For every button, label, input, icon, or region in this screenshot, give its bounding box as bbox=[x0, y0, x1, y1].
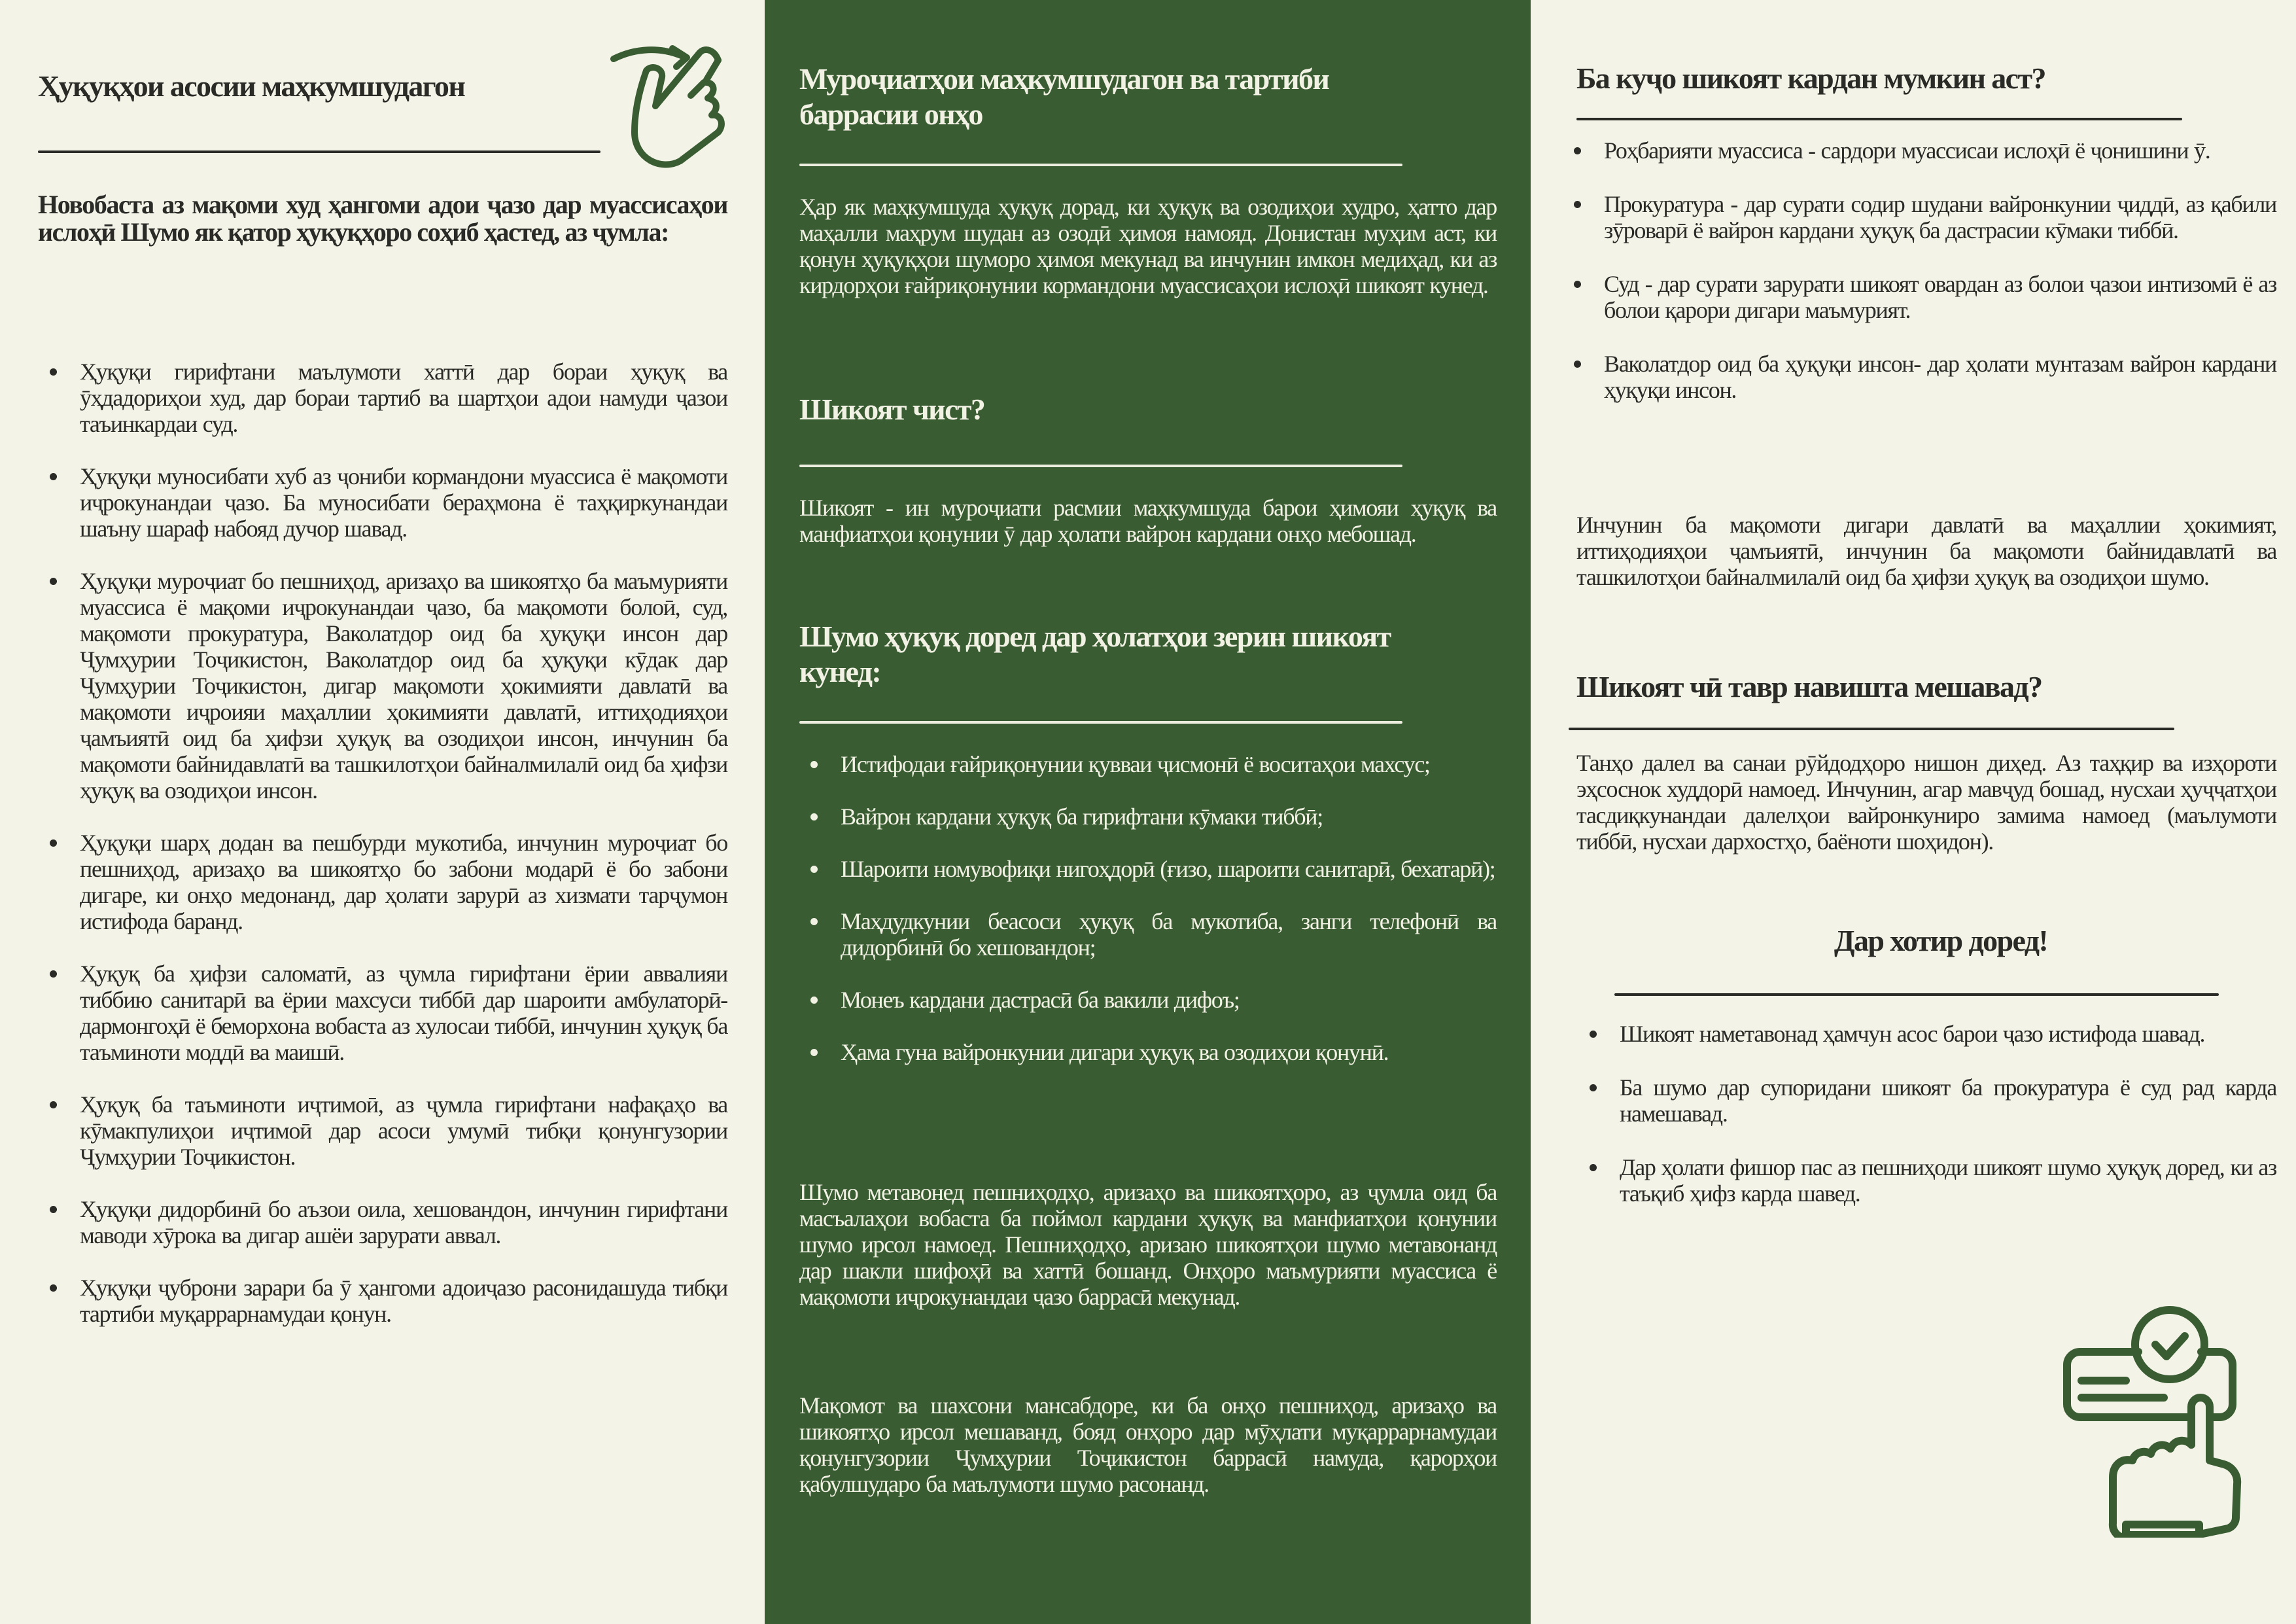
bullet-icon bbox=[1574, 361, 1581, 368]
bullet-icon bbox=[50, 578, 57, 585]
bullet-icon bbox=[50, 368, 57, 376]
how-title: Шикоят чӣ тавр навишта мешавад? bbox=[1576, 670, 2042, 703]
rights-list bbox=[80, 359, 727, 1327]
where-divider bbox=[1576, 118, 2182, 120]
bullet-icon bbox=[1590, 1031, 1597, 1038]
remember-divider bbox=[1614, 993, 2219, 996]
where-title: Ба куҷо шикоят кардан мумкин аст? bbox=[1576, 62, 2045, 95]
bullet-icon bbox=[50, 1101, 57, 1108]
list-item: Шикоят наметавонад ҳамчун асос барои ҷазо истифода шавад. bbox=[1620, 1021, 2276, 1047]
list-item: Прокуратура - дар сурати содир шудани вайронкунии ҷиддӣ, аз қабили зӯроварӣ ё вайрон кардани ҳуқуқ ба дастрасии кӯмаки тиббӣ. bbox=[1604, 191, 2276, 243]
list-item: Маҳдудкунии беасоси ҳуқуқ ба мукотиба, занги телефонӣ ва дидорбинӣ бо хешовандон; bbox=[841, 908, 1497, 961]
what-is-complaint-text: Шикоят - ин муроҷиати расмии маҳкумшуда барои ҳимояи ҳуқуқ ва манфиатҳои қонунии ӯ дар ҳолати вайрон кардани онҳо мебошад. bbox=[799, 495, 1497, 547]
appeals-title: Муроҷиатҳои маҳкумшудагон ва тартиби баррасии онҳо bbox=[799, 62, 1329, 131]
bullet-icon bbox=[1574, 281, 1581, 288]
bullet-icon bbox=[1590, 1164, 1597, 1171]
swipe-hand-icon bbox=[608, 41, 733, 171]
title-divider bbox=[38, 150, 600, 153]
list-item: Ҳуқуқи гирифтани маълумоти хаттӣ дар бораи ҳуқуқ ва ӯҳдадориҳои худ, дар бораи тартиб ва шартҳои адои намуди ҷазои таъинкардаи суд. bbox=[80, 359, 727, 437]
rights-title: Ҳуқуқҳои асосии маҳкумшудагон bbox=[38, 69, 465, 103]
how-text: Танҳо далел ва санаи рӯйдодҳоро нишон диҳед. Аз таҳқир ва изҳороти эҳсоснок худдорӣ намоед. Инчунин, агар мавҷуд бошад, нусхаи ҳуҷҷатҳои тасдиқкунандаи далелҳои вайронкуниро замима намоед (маълумоти тиббӣ, нусхаи дархостҳо, баёноти шоҳидон). bbox=[1576, 750, 2276, 855]
left-panel bbox=[0, 0, 765, 1624]
bullet-icon bbox=[50, 839, 57, 847]
other-bodies-note: Инчунин ба мақомоти дигари давлатӣ ва маҳаллии ҳокимият, иттиҳодияҳои ҷамъиятӣ, инчунин ба мақомоти байнидавлатӣ ва ташкилотҳои байналмилалӣ оид ба ҳифзи ҳуқуқ ва озодиҳои шумо. bbox=[1576, 512, 2276, 590]
list-item: Роҳбарияти муассиса - сардори муассисаи ислоҳӣ ё ҷонишини ӯ. bbox=[1604, 137, 2276, 164]
list-item: Монеъ кардани дастрасӣ ба вакили дифоъ; bbox=[841, 987, 1497, 1013]
hand-click-checkmark-icon bbox=[2061, 1289, 2257, 1538]
bullet-icon bbox=[50, 1206, 57, 1213]
remember-title: Дар хотир доред! bbox=[1834, 924, 2048, 957]
bullet-icon bbox=[810, 918, 818, 925]
list-item: Ҳуқуқ ба таъминоти иҷтимоӣ, аз ҷумла гирифтани нафақаҳо ва кӯмакпулиҳои иҷтимоӣ дар асоси умумӣ тибқи қонунгузории Ҷумҳурии Тоҷикистон. bbox=[80, 1091, 727, 1170]
cases-list bbox=[841, 751, 1497, 1065]
cases-title: Шумо ҳуқуқ доред дар ҳолатҳои зерин шикоят кунед: bbox=[799, 620, 1391, 688]
list-item: Ваколатдор оид ба ҳуқуқи инсон- дар ҳолати мунтазам вайрон кардани ҳуқуқи инсон. bbox=[1604, 351, 2276, 403]
appeals-intro: Ҳар як маҳкумшуда ҳуқуқ дорад, ки ҳуқуқ ва озодиҳои худро, ҳатто дар маҳалли маҳрум шудан аз озодӣ ҳимоя намояд. Донистан муҳим аст, ки қонун ҳуқуқҳои шуморо ҳимоя мекунад ва инчунин имкон медиҳад, ки аз кирдорҳои ғайриқонунии кормандони муассисаҳои ислоҳӣ шикоят кунед. bbox=[799, 194, 1497, 298]
bullet-icon bbox=[50, 970, 57, 978]
bullet-icon bbox=[50, 1284, 57, 1292]
list-item: Ҳуқуқи шарҳ додан ва пешбурди мукотиба, инчунин муроҷиат бо пешниҳод, аризаҳо ва шикоятҳо бо забони модарӣ ё бо забони дигаре, ки онҳо медонанд, дар ҳолати зарурӣ аз хизмати тарҷумон истифода баранд. bbox=[80, 830, 727, 934]
bullet-icon bbox=[1590, 1084, 1597, 1091]
cases-divider bbox=[799, 721, 1402, 724]
appeals-divider bbox=[799, 164, 1402, 166]
review-paragraph: Мақомот ва шахсони мансабдоре, ки ба онҳо пешниҳод, аризаҳо ва шикоятҳо ирсол мешаванд, бояд онҳоро дар мӯҳлати муқаррарнамудаи қонунгузории Ҷумҳурии Тоҷикистон баррасӣ намуда, қарорҳои қабулшударо ба маълумоти шумо расонанд. bbox=[799, 1392, 1497, 1497]
where-list bbox=[1604, 137, 2276, 403]
bullet-icon bbox=[810, 997, 818, 1004]
remember-list bbox=[1620, 1021, 2276, 1207]
bullet-icon bbox=[810, 813, 818, 821]
list-item: Ҳуқуқ ба ҳифзи саломатӣ, аз ҷумла гирифтани ёрии аввалияи тиббию санитарӣ ва ёрии махсуси тиббӣ дар шароити амбулаторӣ-дармонгоҳӣ ё беморхона вобаста аз хулосаи тиббӣ, инчунин ҳуқуқ ба таъминоти моддӣ ва маишӣ. bbox=[80, 961, 727, 1065]
list-item: Дар ҳолати фишор пас аз пешниҳоди шикоят шумо ҳуқуқ доред, ки аз таъқиб ҳифз карда шавед. bbox=[1620, 1154, 2276, 1207]
bullet-icon bbox=[810, 1049, 818, 1056]
middle-panel bbox=[765, 0, 1531, 1624]
list-item: Ҳуқуқи муносибати хуб аз ҷониби кормандони муассиса ё мақомоти иҷрокунандаи ҷазо. Ба муносибати бераҳмона ё таҳқиркунандаи шаъну шараф набояд дучор шавад. bbox=[80, 463, 727, 542]
what-is-complaint-title: Шикоят чист? bbox=[799, 393, 985, 426]
how-divider bbox=[1569, 728, 2174, 730]
list-item: Ба шумо дар супоридани шикоят ба прокуратура ё суд рад карда намешавад. bbox=[1620, 1074, 2276, 1127]
list-item: Ҳуқуқи муроҷиат бо пешниҳод, аризаҳо ва шикоятҳо ба маъмурияти муассиса ё мақоми иҷрокунандаи ҷазо, ба мақомоти болоӣ, суд, мақомоти прокуратура, Ваколатдор оид ба ҳуқуқи инсон дар Ҷумҳурии Тоҷикистон, Ваколатдор оид ба ҳуқуқи кӯдак дар Ҷумҳурии Тоҷикистон, дигар мақомоти ҳокимияти давлатӣ ва мақомоти иҷроияи маҳаллии ҳокимияти давлатӣ, иттиҳодияҳои ҷамъиятӣ оид ба ҳифзи ҳуқуқ ва озодиҳои инсон, инчунин ба мақомоти байнидавлатӣ ва ташкилотҳои байналмилалӣ оид ба ҳифзи ҳуқуқ ва озодиҳои инсон. bbox=[80, 568, 727, 803]
list-item: Истифодаи ғайриқонунии қувваи ҷисмонӣ ё воситаҳои махсус; bbox=[841, 751, 1497, 777]
bullet-icon bbox=[1574, 201, 1581, 208]
rights-intro: Новобаста аз мақоми худ ҳангоми адои ҷазо дар муассисаҳои ислоҳӣ Шумо як қатор ҳуқуқҳоро соҳиб ҳастед, аз ҷумла: bbox=[38, 190, 727, 247]
bullet-icon bbox=[50, 473, 57, 480]
list-item: Суд - дар сурати зарурати шикоят овардан аз болои ҷазои интизомӣ ё аз болои қарори дигари маъмурият. bbox=[1604, 271, 2276, 323]
list-item: Ҳама гуна вайронкунии дигари ҳуқуқ ва озодиҳои қонунӣ. bbox=[841, 1039, 1497, 1065]
list-item: Вайрон кардани ҳуқуқ ба гирифтани кӯмаки тиббӣ; bbox=[841, 803, 1497, 830]
right-panel bbox=[1531, 0, 2296, 1624]
bullet-icon bbox=[810, 866, 818, 873]
list-item: Шароити номувофиқи нигоҳдорӣ (ғизо, шароити санитарӣ, бехатарӣ); bbox=[841, 856, 1497, 882]
list-item: Ҳуқуқи дидорбинӣ бо аъзои оила, хешовандон, инчунин гирифтани маводи хӯрока ва дигар ашёи зарурати аввал. bbox=[80, 1196, 727, 1248]
what-divider bbox=[799, 465, 1402, 467]
list-item: Ҳуқуқи ҷуброни зарари ба ӯ ҳангоми адоиҷазо расонидашуда тибқи тартиби муқаррарнамудаи қонун. bbox=[80, 1275, 727, 1327]
submission-paragraph: Шумо метавонед пешниҳодҳо, аризаҳо ва шикоятҳоро, аз ҷумла оид ба масъалаҳои вобаста ба поймол кардани ҳуқуқ ва манфиатҳои қонунии шумо ирсол намоед. Пешниҳодҳо, аризаю шикоятҳои шумо метавонанд дар шакли шифоҳӣ ва хаттӣ бошанд. Онҳоро маъмурияти муассиса ё мақомоти иҷрокунандаи ҷазо баррасӣ мекунад. bbox=[799, 1179, 1497, 1310]
bullet-icon bbox=[1574, 147, 1581, 154]
bullet-icon bbox=[810, 761, 818, 768]
